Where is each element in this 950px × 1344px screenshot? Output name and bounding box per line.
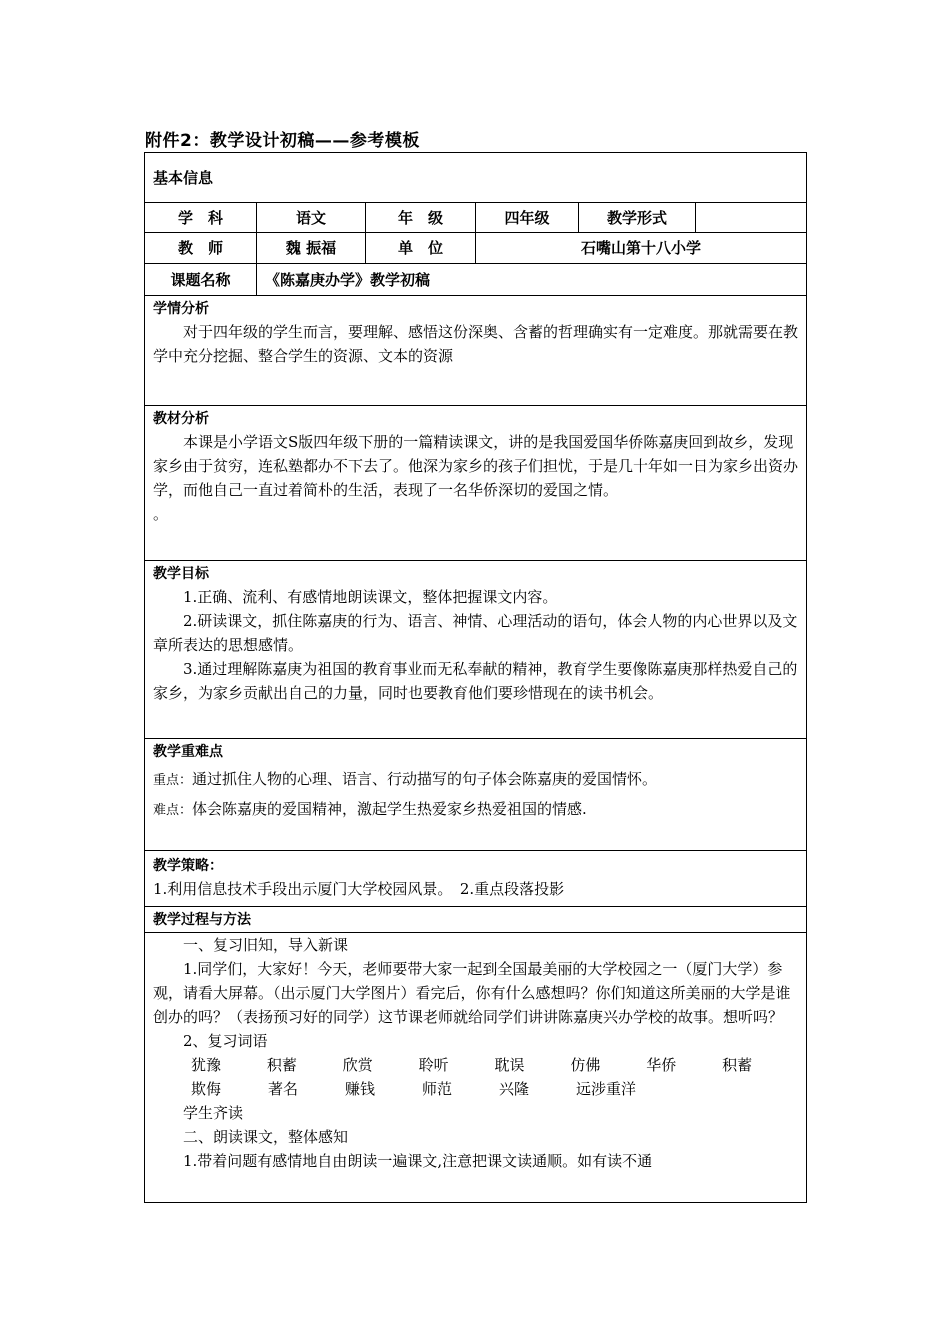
- teaching-goal-3: 3.通过理解陈嘉庚为祖国的教育事业而无私奉献的精神，教育学生要像陈嘉庚那样热爱自己的家乡，为家乡贡献出自己的力量，同时也要教育他们要珍惜现在的读书机会。: [153, 660, 798, 702]
- material-analysis-tail: 。: [153, 505, 169, 523]
- teaching-goals-section: [145, 561, 807, 739]
- vocab-word: 赚钱: [345, 1080, 376, 1098]
- subject-value: 语文: [257, 203, 366, 233]
- read-together-text: 学生齐读: [183, 1104, 244, 1122]
- lesson-plan-table: [144, 152, 807, 1203]
- teaching-form-value: [696, 203, 807, 233]
- student-analysis-section: [145, 296, 807, 406]
- vocab-row-2: [153, 1077, 798, 1101]
- key-points-section: [145, 739, 807, 851]
- teaching-goal-2: 2.研读课文，抓住陈嘉庚的行为、语言、神情、心理活动的语句，体会人物的内心世界以及文章所表达的思想感情。: [153, 612, 798, 654]
- vocab-word: 兴隆: [499, 1080, 530, 1098]
- topic-label: 课题名称: [145, 264, 257, 296]
- basic-info-heading: 基本信息: [145, 153, 807, 203]
- document-title: 附件2：教学设计初稿——参考模板: [145, 131, 420, 151]
- vocab-word: 欺侮: [191, 1080, 222, 1098]
- vocab-word: 远涉重洋: [576, 1080, 637, 1098]
- process-heading-row: [145, 907, 807, 933]
- vocab-word: 积蓄: [266, 1056, 297, 1074]
- vocab-word: 师范: [422, 1080, 453, 1098]
- vocab-word: 耽误: [494, 1056, 525, 1074]
- strategy-heading: 教学策略：: [153, 858, 223, 874]
- student-analysis-heading: 学情分析: [153, 301, 209, 317]
- topic-value: 《陈嘉庚办学》教学初稿: [257, 264, 807, 296]
- strategy-text: 1.利用信息技术手段出示厦门大学校园风景。 2.重点段落投影: [153, 880, 565, 898]
- teaching-goal-1: 1.正确、流利、有感情地朗读课文，整体把握课文内容。: [183, 588, 558, 606]
- strategy-section: [145, 851, 807, 907]
- vocab-word: 华侨: [646, 1056, 677, 1074]
- teaching-form-label: 教学形式: [579, 203, 696, 233]
- student-analysis-text: 对于四年级的学生而言，要理解、感悟这份深奥、含蓄的哲理确实有一定难度。那就需要在教学中充分挖掘、整合学生的资源、文本的资源: [153, 323, 799, 365]
- review-words-heading: 2、复习词语: [183, 1032, 268, 1050]
- process-section: [145, 933, 807, 1203]
- key-point-text: 通过抓住人物的心理、语言、行动描写的句子体会陈嘉庚的爱国情怀。: [192, 770, 658, 788]
- unit-value: 石嘴山第十八小学: [476, 233, 807, 264]
- material-analysis-text: 本课是小学语文S版四年级下册的一篇精读课文，讲的是我国爱国华侨陈嘉庚回到故乡，发现家乡由于贫穷，连私塾都办不下去了。他深为家乡的孩子们担忧，于是几十年如一日为家乡出资办学，而他自己一直过着简朴的生活，表现了一名华侨深切的爱国之情。: [153, 433, 799, 499]
- vocab-word: 犹豫: [191, 1056, 222, 1074]
- subject-label: 学 科: [145, 203, 257, 233]
- vocab-word: 聆听: [418, 1056, 449, 1074]
- vocab-row-1: [153, 1053, 798, 1077]
- difficult-point-label: 难点：: [153, 803, 193, 818]
- process-paragraph-1: 1.同学们，大家好！今天，老师要带大家一起到全国最美丽的大学校园之一（厦门大学）参观，请看大屏幕。（出示厦门大学图片）看完后，你有什么感想吗？你们知道这所美丽的大学是谁创办的吗？（表扬预习好的同学）这节课老师就给同学们讲讲陈嘉庚兴办学校的故事。想听吗？: [153, 960, 791, 1026]
- key-points-heading: 教学重难点: [153, 744, 223, 760]
- process-heading: 教学过程与方法: [153, 911, 251, 928]
- teacher-label: 教 师: [145, 233, 257, 264]
- difficult-point-text: 体会陈嘉庚的爱国精神，激起学生热爱家乡热爱祖国的情感.: [192, 800, 587, 818]
- material-analysis-section: [145, 406, 807, 561]
- vocab-word: 著名: [268, 1080, 299, 1098]
- material-analysis-heading: 教材分析: [153, 411, 209, 427]
- grade-value: 四年级: [476, 203, 579, 233]
- teacher-value: 魏 振福: [257, 233, 366, 264]
- vocab-word: 仿佛: [570, 1056, 601, 1074]
- process-paragraph-2: 1.带着问题有感情地自由朗读一遍课文,注意把课文读通顺。如有读不通: [183, 1152, 653, 1170]
- vocab-word: 积蓄: [722, 1056, 753, 1074]
- process-step-1: 一、复习旧知，导入新课: [183, 936, 349, 954]
- process-step-2: 二、朗读课文，整体感知: [183, 1128, 349, 1146]
- teaching-goals-heading: 教学目标: [153, 566, 209, 582]
- vocab-word: 欣赏: [342, 1056, 373, 1074]
- key-point-label: 重点：: [153, 773, 193, 788]
- grade-label: 年 级: [366, 203, 476, 233]
- unit-label: 单 位: [366, 233, 476, 264]
